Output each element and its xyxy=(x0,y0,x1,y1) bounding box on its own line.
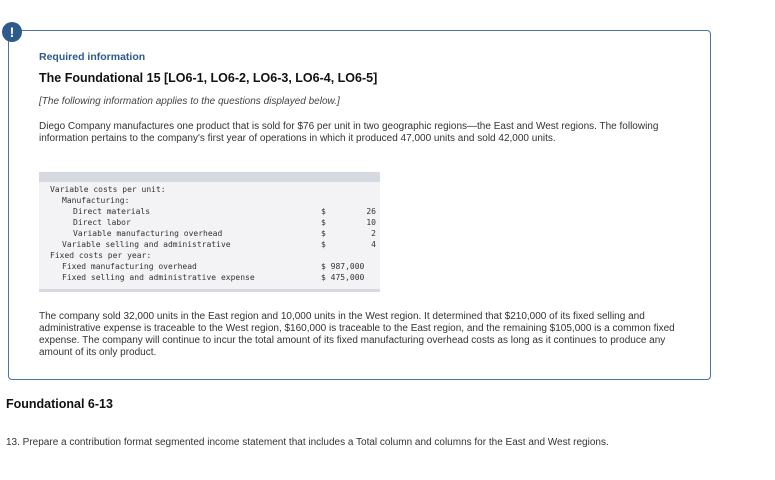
applies-note: [The following information applies to the questions displayed below.] xyxy=(39,96,340,107)
required-information-label: Required information xyxy=(39,51,146,63)
row-label: Fixed manufacturing overhead xyxy=(62,262,197,271)
row-amount: 10 xyxy=(366,218,376,227)
table-row xyxy=(39,240,380,250)
table-row xyxy=(39,196,380,206)
row-amount: $ 987,000 xyxy=(321,262,365,271)
row-amount: 4 xyxy=(371,240,376,249)
alert-icon: ! xyxy=(2,22,22,42)
table-row xyxy=(39,251,380,261)
row-label: Manufacturing: xyxy=(62,196,130,205)
table-row xyxy=(39,273,380,283)
row-label: Variable manufacturing overhead xyxy=(73,229,223,238)
table-row xyxy=(39,218,380,228)
problem-title: The Foundational 15 [LO6-1, LO6-2, LO6-3, LO6-4, LO6-5] xyxy=(39,71,378,85)
row-amount: 2 xyxy=(371,229,376,238)
row-currency: $ xyxy=(321,207,326,216)
row-currency: $ xyxy=(321,218,326,227)
row-label: Direct materials xyxy=(73,207,151,216)
row-label: Direct labor xyxy=(73,218,131,227)
table-row xyxy=(39,262,380,272)
row-currency: $ xyxy=(321,240,326,249)
segment-information: The company sold 32,000 units in the East region and 10,000 units in the West region. It determined that $210,000 of its fixed selling and administrative expense is traceable to the West region, $160,000 is traceable to the East region, and the remaining $105,000 is a common fixed expense. The company will continue to incur the total amount of its fixed manufacturing overhead costs as long as it continues to produce any amount of its only product. xyxy=(39,311,675,358)
required-information-panel xyxy=(8,30,711,380)
row-currency: $ xyxy=(321,229,326,238)
row-amount: $ 475,000 xyxy=(321,273,365,282)
row-label: Fixed selling and administrative expense xyxy=(62,273,255,282)
cost-data-table xyxy=(39,172,380,292)
table-row xyxy=(39,207,380,217)
section-title: Foundational 6-13 xyxy=(6,397,113,411)
question-text: 13. Prepare a contribution format segmented income statement that includes a Total column and columns for the East and West regions. xyxy=(6,437,609,448)
row-label: Fixed costs per year: xyxy=(50,251,152,260)
table-row xyxy=(39,229,380,239)
table-row xyxy=(39,185,380,195)
row-label: Variable costs per unit: xyxy=(50,185,166,194)
problem-description: Diego Company manufactures one product that is sold for $76 per unit in two geographic regions—the East and West regions. The following information pertains to the company's first year of operations in which it produced 47,000 units and sold 42,000 units. xyxy=(39,121,659,144)
row-label: Variable selling and administrative xyxy=(62,240,231,249)
row-amount: 26 xyxy=(366,207,376,216)
